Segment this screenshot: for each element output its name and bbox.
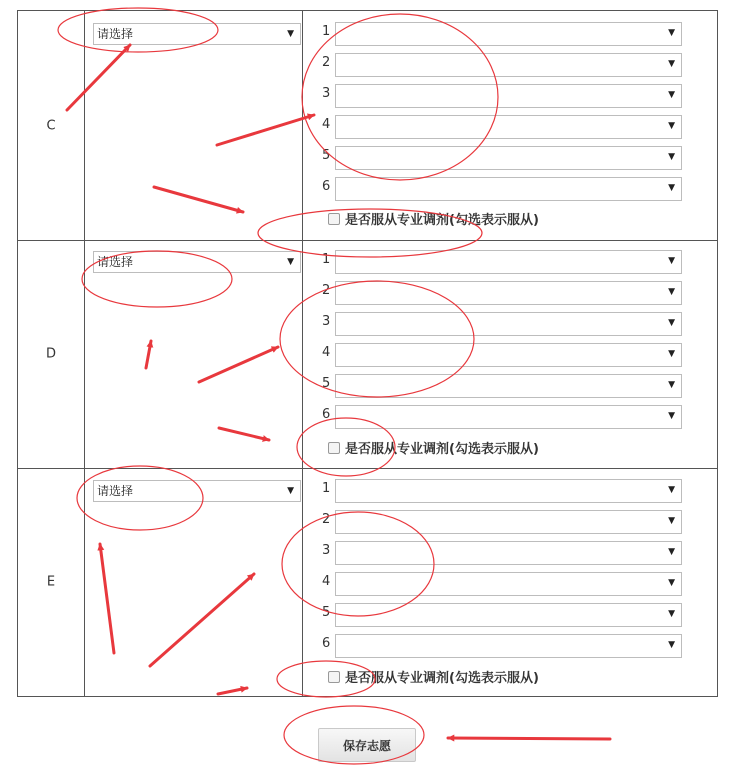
chevron-down-icon: ▼ [287, 486, 294, 496]
adjust-option[interactable] [328, 438, 539, 457]
pref-number: 3 [322, 543, 331, 558]
preferences-cell [303, 468, 717, 696]
pref-number: 4 [322, 345, 331, 360]
first-choice-select[interactable] [93, 251, 301, 273]
pref-number: 3 [322, 86, 331, 101]
chevron-down-icon: ▼ [668, 411, 675, 421]
preference-select[interactable] [335, 603, 682, 627]
select-value: 请选择 [97, 484, 134, 498]
first-choice-select[interactable] [93, 23, 301, 45]
chevron-down-icon: ▼ [668, 90, 675, 100]
row-label-cell [18, 468, 85, 696]
row-label-cell [18, 11, 85, 240]
chevron-down-icon: ▼ [668, 287, 675, 297]
chevron-down-icon: ▼ [668, 547, 675, 557]
chevron-down-icon: ▼ [668, 152, 675, 162]
pref-number: 5 [322, 148, 331, 163]
first-choice-cell [85, 11, 303, 240]
preference-select[interactable] [335, 281, 682, 305]
chevron-down-icon: ▼ [668, 485, 675, 495]
pref-number: 1 [322, 252, 331, 267]
annotation-arrow [448, 738, 610, 739]
preference-select[interactable] [335, 250, 682, 274]
preference-select[interactable] [335, 634, 682, 658]
adjust-checkbox[interactable] [328, 442, 340, 454]
first-choice-select[interactable] [93, 480, 301, 502]
chevron-down-icon: ▼ [668, 578, 675, 588]
table-row [17, 10, 718, 241]
pref-number: 5 [322, 605, 331, 620]
pref-number: 1 [322, 481, 331, 496]
preference-select[interactable] [335, 84, 682, 108]
preference-select[interactable] [335, 405, 682, 429]
pref-number: 5 [322, 376, 331, 391]
preference-select[interactable] [335, 510, 682, 534]
chevron-down-icon: ▼ [287, 257, 294, 267]
pref-number: 6 [322, 636, 331, 651]
save-button[interactable]: 保存志愿 [318, 728, 416, 762]
pref-number: 6 [322, 179, 331, 194]
preference-select[interactable] [335, 572, 682, 596]
chevron-down-icon: ▼ [287, 29, 294, 39]
adjust-label: 是否服从专业调剂(勾选表示服从) [345, 442, 539, 457]
pref-number: 3 [322, 314, 331, 329]
preference-select[interactable] [335, 479, 682, 503]
preferences-cell [303, 11, 717, 240]
chevron-down-icon: ▼ [668, 516, 675, 526]
adjust-checkbox[interactable] [328, 671, 340, 683]
chevron-down-icon: ▼ [668, 318, 675, 328]
adjust-label: 是否服从专业调剂(勾选表示服从) [345, 213, 539, 228]
table-row [17, 468, 718, 697]
preference-select[interactable] [335, 115, 682, 139]
first-choice-cell [85, 239, 303, 468]
table-row [17, 239, 718, 469]
chevron-down-icon: ▼ [668, 121, 675, 131]
preference-select[interactable] [335, 146, 682, 170]
row-label: E [46, 574, 56, 590]
pref-number: 4 [322, 574, 331, 589]
pref-number: 2 [322, 283, 331, 298]
pref-number: 6 [322, 407, 331, 422]
preference-select[interactable] [335, 177, 682, 201]
preference-select[interactable] [335, 22, 682, 46]
preference-table [17, 0, 717, 697]
preferences-cell [303, 239, 717, 468]
chevron-down-icon: ▼ [668, 349, 675, 359]
preference-select[interactable] [335, 541, 682, 565]
first-choice-cell [85, 468, 303, 696]
chevron-down-icon: ▼ [668, 609, 675, 619]
row-label: C [46, 118, 56, 133]
preference-select[interactable] [335, 312, 682, 336]
adjust-label: 是否服从专业调剂(勾选表示服从) [345, 671, 539, 686]
adjust-checkbox[interactable] [328, 213, 340, 225]
pref-number: 1 [322, 24, 331, 39]
preference-select[interactable] [335, 374, 682, 398]
pref-number: 2 [322, 512, 331, 527]
pref-number: 2 [322, 55, 331, 70]
adjust-option[interactable] [328, 667, 539, 686]
chevron-down-icon: ▼ [668, 28, 675, 38]
row-label: D [45, 346, 56, 361]
chevron-down-icon: ▼ [668, 183, 675, 193]
chevron-down-icon: ▼ [668, 256, 675, 266]
chevron-down-icon: ▼ [668, 59, 675, 69]
row-label-cell [18, 239, 85, 468]
adjust-option[interactable] [328, 209, 539, 228]
pref-number: 4 [322, 117, 331, 132]
preference-select[interactable] [335, 343, 682, 367]
chevron-down-icon: ▼ [668, 380, 675, 390]
select-value: 请选择 [97, 27, 134, 41]
preference-select[interactable] [335, 53, 682, 77]
chevron-down-icon: ▼ [668, 640, 675, 650]
select-value: 请选择 [97, 255, 134, 269]
